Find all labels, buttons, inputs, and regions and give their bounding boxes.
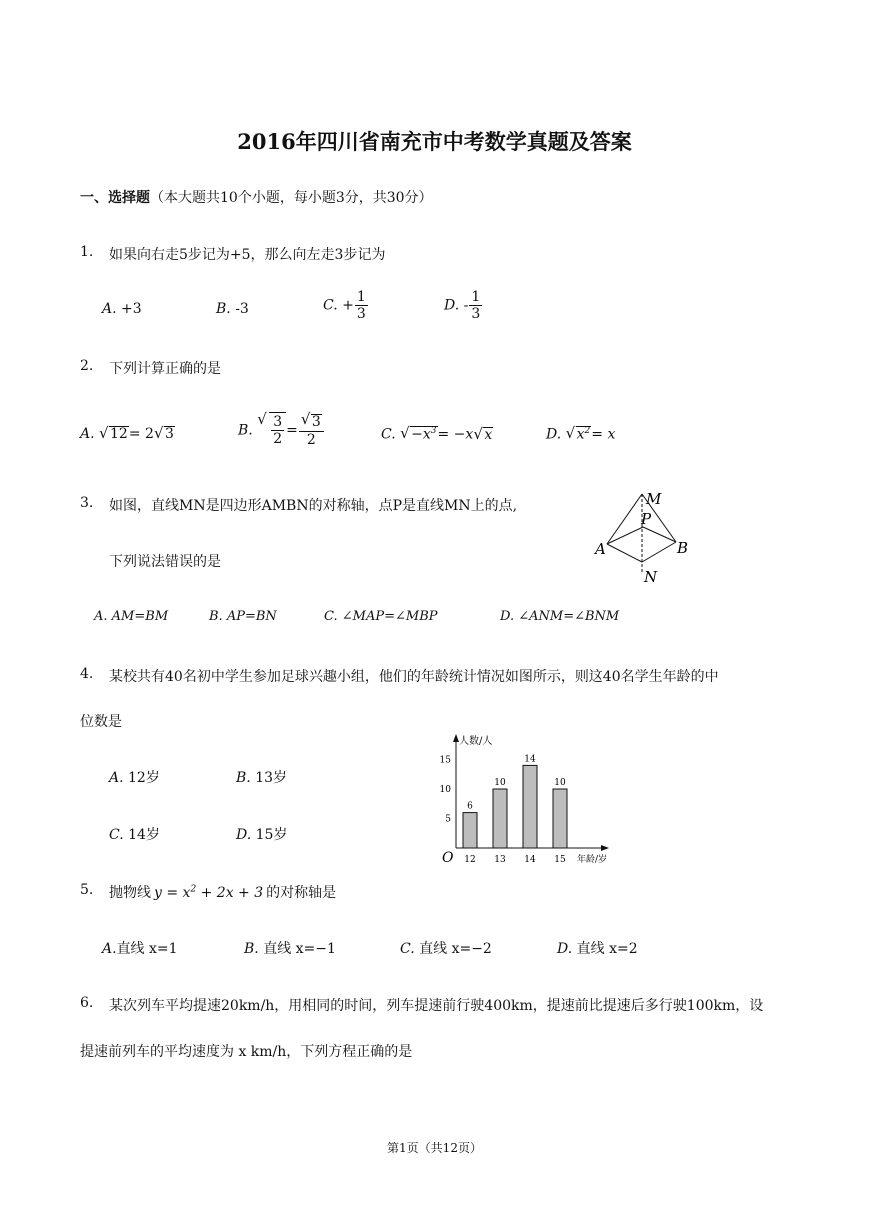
segment-am — [607, 494, 642, 544]
q5-stem — [109, 882, 336, 902]
numerator — [299, 414, 324, 432]
option-text: 直线 x=2 — [576, 941, 638, 957]
radicand: 3 — [164, 426, 174, 442]
q6-number: 6. — [80, 995, 94, 1011]
option-sign: + — [342, 297, 354, 314]
equals: = −x — [437, 426, 474, 443]
q1-number: 1. — [80, 244, 94, 260]
option-letter: C. — [381, 426, 396, 443]
q4-option-c — [109, 824, 160, 844]
q6-stem: 某次列车平均提速20km/h，用相同的时间，列车提速前行驶400km，提速前比提速后多行驶100km，设 — [109, 998, 764, 1014]
denominator: 3 — [471, 306, 481, 322]
option-text: 直线 x=1 — [116, 941, 178, 957]
option-text: 13岁 — [255, 770, 288, 786]
option-text: AP=BN — [226, 609, 277, 624]
option-letter: B. — [236, 770, 251, 786]
bar-data-label: 6 — [467, 801, 473, 812]
radicand: x — [484, 426, 493, 443]
denominator: 3 — [356, 306, 366, 322]
q5-equation: $y = x^2 + 2x + 3$ — [154, 884, 264, 901]
label-p: P — [641, 510, 652, 528]
bar-data-label: 14 — [524, 754, 536, 765]
section-note: （本大题共10个小题，每小题3分，共30分） — [150, 190, 433, 206]
x-tick-label: 14 — [524, 855, 536, 865]
radical — [155, 426, 175, 442]
q2-option-a — [80, 426, 175, 442]
q3-option-c — [324, 609, 438, 624]
option-text: 直线 x=−2 — [419, 941, 492, 957]
option-text: 15岁 — [255, 827, 288, 843]
option-letter: D. — [546, 426, 562, 443]
q3-stem: 如图，直线MN是四边形AMBN的对称轴，点P是直线MN上的点, — [109, 498, 518, 514]
radical — [401, 426, 437, 443]
option-letter: C. — [109, 827, 124, 843]
q5-option-a — [102, 938, 178, 958]
bar — [463, 813, 477, 848]
q4-option-a — [109, 767, 160, 787]
radicand — [576, 426, 592, 443]
option-text: ∠MAP=∠MBP — [341, 609, 438, 624]
bar-data-label: 10 — [494, 778, 506, 788]
denominator: 2 — [273, 431, 283, 447]
y-tick-label: 10 — [439, 785, 451, 795]
bar — [553, 789, 567, 848]
q5-number: 5. — [80, 882, 94, 898]
q1-option-d — [444, 290, 483, 321]
x-axis-label: 年龄/岁 — [577, 855, 608, 865]
q4-bar-chart — [430, 730, 620, 868]
radical — [567, 426, 592, 443]
q3-number: 3. — [80, 495, 94, 511]
radical — [258, 412, 286, 446]
option-text: ∠ANM=∠BNM — [518, 609, 620, 624]
option-letter: B. — [216, 301, 231, 317]
radical — [474, 427, 493, 443]
fraction — [355, 290, 368, 321]
equals: = — [286, 422, 298, 439]
q2-option-d — [546, 426, 615, 443]
label-b: B — [677, 539, 689, 557]
y-tick-label: 15 — [439, 755, 451, 766]
q5-option-d — [557, 938, 638, 958]
chart-layer — [440, 734, 609, 866]
option-letter: B. — [238, 422, 253, 439]
bar — [493, 789, 507, 848]
equals: = 2 — [128, 426, 154, 442]
radical — [302, 414, 322, 430]
q3-stem-2: 下列说法错误的是 — [109, 554, 221, 570]
fraction — [469, 290, 482, 321]
x-tick-label: 15 — [554, 855, 566, 865]
q3-option-d — [500, 609, 619, 624]
x-tick-label: 13 — [494, 855, 506, 865]
q5-stem-prefix: 抛物线 — [109, 885, 151, 901]
option-sign: - — [463, 297, 469, 314]
q3-option-b — [209, 609, 277, 624]
section-heading — [80, 187, 433, 207]
option-letter: C. — [323, 297, 338, 314]
option-letter: A. — [109, 770, 124, 786]
q4-stem-2: 位数是 — [80, 714, 122, 730]
numerator: √ 3 — [273, 414, 283, 430]
equals: = x — [591, 426, 616, 443]
q5-option-c — [400, 938, 492, 958]
q1-option-c — [323, 290, 369, 321]
label-n: N — [644, 568, 658, 586]
radical — [100, 426, 129, 442]
page-footer: 第1页（共12页） — [387, 1141, 482, 1155]
q4-number: 4. — [80, 666, 94, 682]
exponent: 2 — [584, 426, 591, 436]
numerator: 1 — [356, 289, 366, 305]
page-title: 2016年四川省南充市中考数学真题及答案 — [237, 129, 632, 154]
radicand — [410, 426, 437, 443]
radicand-base: −x — [411, 426, 431, 443]
numerator: 1 — [471, 289, 481, 305]
option-letter: D. — [444, 297, 460, 314]
option-text: +3 — [121, 301, 142, 317]
q5-stem-suffix: 的对称轴是 — [266, 885, 337, 901]
y-axis-label: 人数/人 — [459, 736, 493, 747]
option-text: -3 — [235, 301, 249, 317]
radicand-base: x — [576, 426, 585, 443]
radicand: 3 — [311, 413, 321, 430]
x-axis-arrow — [601, 845, 609, 851]
segment-bn — [642, 542, 676, 562]
option-letter: A. — [102, 301, 117, 317]
q1-option-a — [102, 301, 142, 317]
option-letter: C. — [324, 609, 338, 624]
option-letter: C. — [400, 941, 415, 957]
option-letter: D. — [500, 609, 515, 624]
option-letter: A. — [80, 426, 95, 442]
label-m: M — [646, 490, 662, 508]
option-letter: B. — [209, 609, 223, 624]
section-title: 一、选择题 — [80, 190, 150, 206]
q1-stem: 如果向右走5步记为+5，那么向左走3步记为 — [109, 247, 386, 263]
option-text: AM=BM — [111, 609, 169, 624]
radicand: 12 — [110, 426, 128, 442]
q3-option-a — [94, 609, 168, 624]
fraction — [271, 415, 284, 446]
option-letter: D. — [557, 941, 573, 957]
option-text: 直线 x=−1 — [263, 941, 336, 957]
q2-option-b — [238, 412, 325, 447]
q4-option-b — [236, 767, 287, 787]
q2-number: 2. — [80, 358, 94, 374]
x-tick-label: 12 — [464, 855, 476, 865]
y-tick-label: 5 — [445, 814, 451, 825]
denominator: 2 — [306, 432, 316, 449]
q4-stem: 某校共有40名初中学生参加足球兴趣小组，他们的年龄统计情况如图所示，则这40名学生年龄的中 — [109, 669, 719, 685]
q2-stem: 下列计算正确的是 — [109, 361, 221, 377]
q4-option-d — [236, 824, 287, 844]
option-letter: D. — [236, 827, 252, 843]
fraction — [299, 414, 324, 447]
option-letter: B. — [244, 941, 259, 957]
segment-an — [607, 544, 642, 562]
q3-figure — [590, 484, 700, 588]
bar — [523, 765, 537, 848]
option-letter: A. — [102, 941, 117, 957]
option-text: 12岁 — [128, 770, 160, 786]
origin-label: O — [442, 850, 454, 866]
exponent: 3 — [430, 426, 437, 436]
label-a: A — [595, 540, 606, 558]
q5-option-b — [244, 938, 336, 958]
option-letter: A. — [94, 609, 108, 624]
bar-data-label: 10 — [554, 778, 566, 788]
q1-option-b — [216, 301, 249, 317]
q6-stem-2: 提速前列车的平均速度为 x km/h，下列方程正确的是 — [80, 1044, 413, 1060]
option-text: 14岁 — [128, 827, 160, 843]
q2-option-c — [381, 426, 493, 443]
